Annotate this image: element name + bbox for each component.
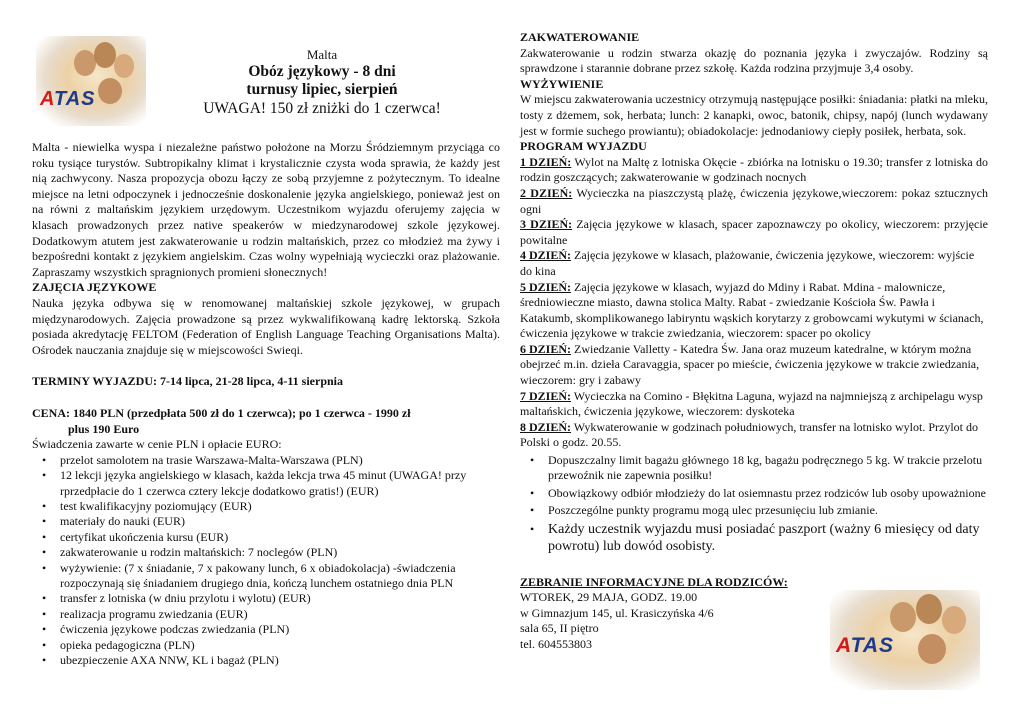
included-intro: Świadczenia zawarte w cenie PLN i opłacie EURO:: [32, 437, 282, 452]
program-day: [520, 186, 988, 217]
header-place: Malta: [306, 47, 338, 62]
list-item: • Obowiązkowy odbiór młodzieży do lat osiemnastu przez rodziców lub osoby upoważnione: [520, 486, 988, 501]
meals-paragraph: W miejscu zakwaterowania uczestnicy otrzymują następujące posiłki: śniadania: płatki na mleku, tosty z dżemem, sok, herbata; lunch: 2 kanapki, owoc, batonik, chipsy, napój (lunch wydawany jest w formie suchego prowiantu); obiadokolacje: jednodaniowy ciepły posiłek, herbata, sok.: [520, 92, 988, 138]
list-item: • wyżywienie: (7 x śniadanie, 7 x pakowany lunch, 6 x obiadokolacja) -świadczenia rozpoczynają się śniadaniem drugiego dnia, kończą lunchem ostatniego dnia PLN: [32, 561, 500, 592]
meeting-heading: ZEBRANIE INFORMACYJNE DLA RODZICÓW:: [520, 574, 788, 589]
list-item: • zakwaterowanie u rodzin maltańskich: 7 noclegów (PLN): [32, 545, 500, 560]
intro-paragraph: Malta - niewielka wyspa i niezależne państwo położone na Morzu Śródziemnym przyciąga co roku tysiące turystów. Subtropikalny klimat i krystalicznie czysta woda sprawia, że każdy jest nią zachwycony. Nasza propozycja obozu łączy ze sobą przyjemne z pożytecznym. To idealne miejsce na letni odpoczynek i jednocześnie doskonalenie języka angielskiego, ponieważ jest on na równi z maltańskim językiem urzędowym. Uczestnikom wyjazdu oferujemy zajęcia w klasach prowadzonych przez native speakerów w miedzynarodowej szkole językowej. Dodatkowym atutem jest zakwaterowanie u rodzin maltańskich, przez co młodzież ma żywy i bezpośredni kontakt z językiem angielskim. Czas wolny wypełniają wycieczki oraz plażowanie. Zapraszamy wszystkich spragnionych promieni słonecznych!: [32, 140, 500, 279]
list-item: • ubezpieczenie AXA NNW, KL i bagaż (PLN): [32, 653, 500, 668]
photo-face: [94, 42, 116, 68]
list-item: • Każdy uczestnik wyjazdu musi posiadać paszport (ważny 6 miesięcy od daty powrotu) lub dowód osobisty.: [520, 521, 988, 555]
header-title-3: UWAGA! 150 zł zniżki do 1 czerwca!: [203, 100, 441, 117]
photo-face: [98, 78, 122, 104]
notes-list: [520, 453, 988, 555]
header-block: [162, 46, 482, 118]
terms-line: TERMINY WYJAZDU: 7-14 lipca, 21-28 lipca, 4-11 sierpnia: [32, 374, 344, 389]
meeting-line: WTOREK, 29 MAJA, GODZ. 19.00: [520, 590, 698, 605]
day-label: 7 DZIEŃ:: [520, 388, 572, 403]
atas-wordmark: ATAS: [40, 88, 96, 110]
meeting-line: sala 65, II piętro: [520, 621, 599, 636]
day-text: Zajęcia językowe w klasach, spacer zapoznawczy po okolicy, wieczorem: przyjęcie powitalne: [520, 217, 988, 247]
program-heading: PROGRAM WYJAZDU: [520, 139, 647, 154]
accommodation-heading: ZAKWATEROWANIE: [520, 30, 640, 44]
day-text: Wycieczka na Comino - Błękitna Laguna, wyjazd na najmniejszą z archipelagu wysp maltańskich, ćwiczenia językowe, wieczorem: dyskoteka: [520, 388, 983, 419]
header-title-1: Obóz językowy - 8 dni: [248, 63, 396, 80]
program-day: [520, 420, 988, 451]
atas-wordmark: ATAS: [836, 634, 895, 657]
day-label: 1 DZIEŃ:: [520, 154, 572, 169]
program-day: [520, 389, 988, 420]
day-label: 6 DZIEŃ:: [520, 341, 572, 356]
header-title-2: turnusy lipiec, sierpień: [246, 81, 398, 98]
program-day: [520, 217, 988, 248]
day-label: 2 DZIEŃ:: [520, 185, 573, 200]
photo-face: [890, 602, 916, 632]
list-item: • certyfikat ukończenia kursu (EUR): [32, 530, 500, 545]
day-text: Zwiedzanie Valletty - Katedra Św. Jana oraz muzeum katedralne, w którym można obejrzeć m.in. dzieła Caravaggia, spacer po mieście, ćwiczenia językowe w trakcie zwiedzania, wieczorem: gry i zabawy: [520, 341, 980, 388]
photo-face: [74, 50, 96, 76]
day-text: Wylot na Maltę z lotniska Okęcie - zbiórka na lotnisku o 19.30; transfer z lotniska do rodzin goszczących; zakwaterowanie w godzinach nocnych: [520, 154, 988, 185]
list-item: • przelot samolotem na trasie Warszawa-Malta-Warszawa (PLN): [32, 453, 500, 468]
included-list: [32, 453, 500, 669]
classes-paragraph: Nauka języka odbywa się w renomowanej maltańskiej szkole językowej, w grupach międzynarodowych. Zajęcia prowadzone są przez wykwalifikowaną kadrę lektorską. Szkoła posiada akredytację FELTOM (Federation of English Language Teaching Organisations Malta). Ośrodek nauczania znajduje się w miejscowości Swieqi.: [32, 295, 500, 357]
photo-face: [916, 594, 942, 624]
day-text: Zajęcia językowe w klasach, plażowanie, ćwiczenia językowe, wieczorem: wyjście do kina: [520, 248, 975, 278]
list-item: • realizacja programu zwiedzania (EUR): [32, 607, 500, 622]
meals-heading: WYŻYWIENIE: [520, 76, 604, 91]
accommodation-paragraph: Zakwaterowanie u rodzin stwarza okazję do poznania języka i zwyczajów. Rodziny są sprawdzone i starannie dobrane przez szkołę. Każda rodzina przyjmuje 3,4 osoby.: [520, 45, 988, 76]
meeting-line: w Gimnazjum 145, ul. Krasiczyńska 4/6: [520, 605, 714, 620]
classes-heading: ZAJĘCIA JĘZYKOWE: [32, 280, 157, 295]
photo-face: [114, 54, 134, 78]
price-line: CENA: 1840 PLN (przedpłata 500 zł do 1 czerwca); po 1 czerwca - 1990 zł: [32, 405, 411, 420]
day-text: Wycieczka na piaszczystą plażę, ćwiczenia językowe,wieczorem: pokaz sztucznych ogni: [520, 185, 988, 216]
list-item: • materiały do nauki (EUR): [32, 514, 500, 529]
day-label: 3 DZIEŃ:: [520, 217, 573, 232]
list-item: • Poszczególne punkty programu mogą ulec przesunięciu lub zmianie.: [520, 503, 988, 518]
meeting-line: tel. 604553803: [520, 637, 592, 652]
price-extra: plus 190 Euro: [68, 421, 140, 436]
program-day: [520, 155, 988, 186]
list-item: • Dopuszczalny limit bagażu głównego 18 kg, bagażu podręcznego 5 kg. W trakcie przelotu przewoźnik nie zapewnia posiłku!: [520, 453, 988, 484]
list-item: • 12 lekcji języka angielskiego w klasach, każda lekcja trwa 45 minut (UWAGA! przy rprzedpłacie do 1 czerwca cztery lekcje dodatkowo gratis!) (EUR): [32, 468, 500, 499]
day-text: Zajęcia językowe w klasach, wyjazd do Mdiny i Rabat. Mdina - malownicze, średniowieczne miasto, dawna stolica Malty. Rabat - zwiedzanie Kościoła Św. Pawła i Katakumb, skomplikowanego labiryntu wąskich korytarzy z grobowcami wykutymi w ścianach, ćwiczenia językowe w trakcie zwiedzania, wieczorem: spacer po okolicy: [520, 279, 984, 341]
program-day: [520, 280, 988, 342]
list-item: • opieka pedagogiczna (PLN): [32, 638, 500, 653]
atas-logo-bottom: [830, 590, 980, 690]
right-column: [520, 30, 988, 653]
day-text: Wykwaterowanie w godzinach południowych, transfer na lotnisko wylot. Przylot do Polski o godz. 20.55.: [520, 419, 978, 450]
list-item: • transfer z lotniska (w dniu przylotu i wylotu) (EUR): [32, 591, 500, 606]
day-label: 8 DZIEŃ:: [520, 419, 572, 434]
photo-face: [942, 606, 966, 634]
day-label: 5 DZIEŃ:: [520, 279, 572, 294]
program-day: [520, 342, 988, 389]
day-label: 4 DZIEŃ:: [520, 248, 572, 263]
list-item: • test kwalifikacyjny poziomujący (EUR): [32, 499, 500, 514]
atas-logo-top: [36, 36, 146, 126]
list-item: • ćwiczenia językowe podczas zwiedzania (PLN): [32, 622, 500, 637]
program-day: [520, 248, 988, 279]
photo-face: [918, 634, 946, 664]
